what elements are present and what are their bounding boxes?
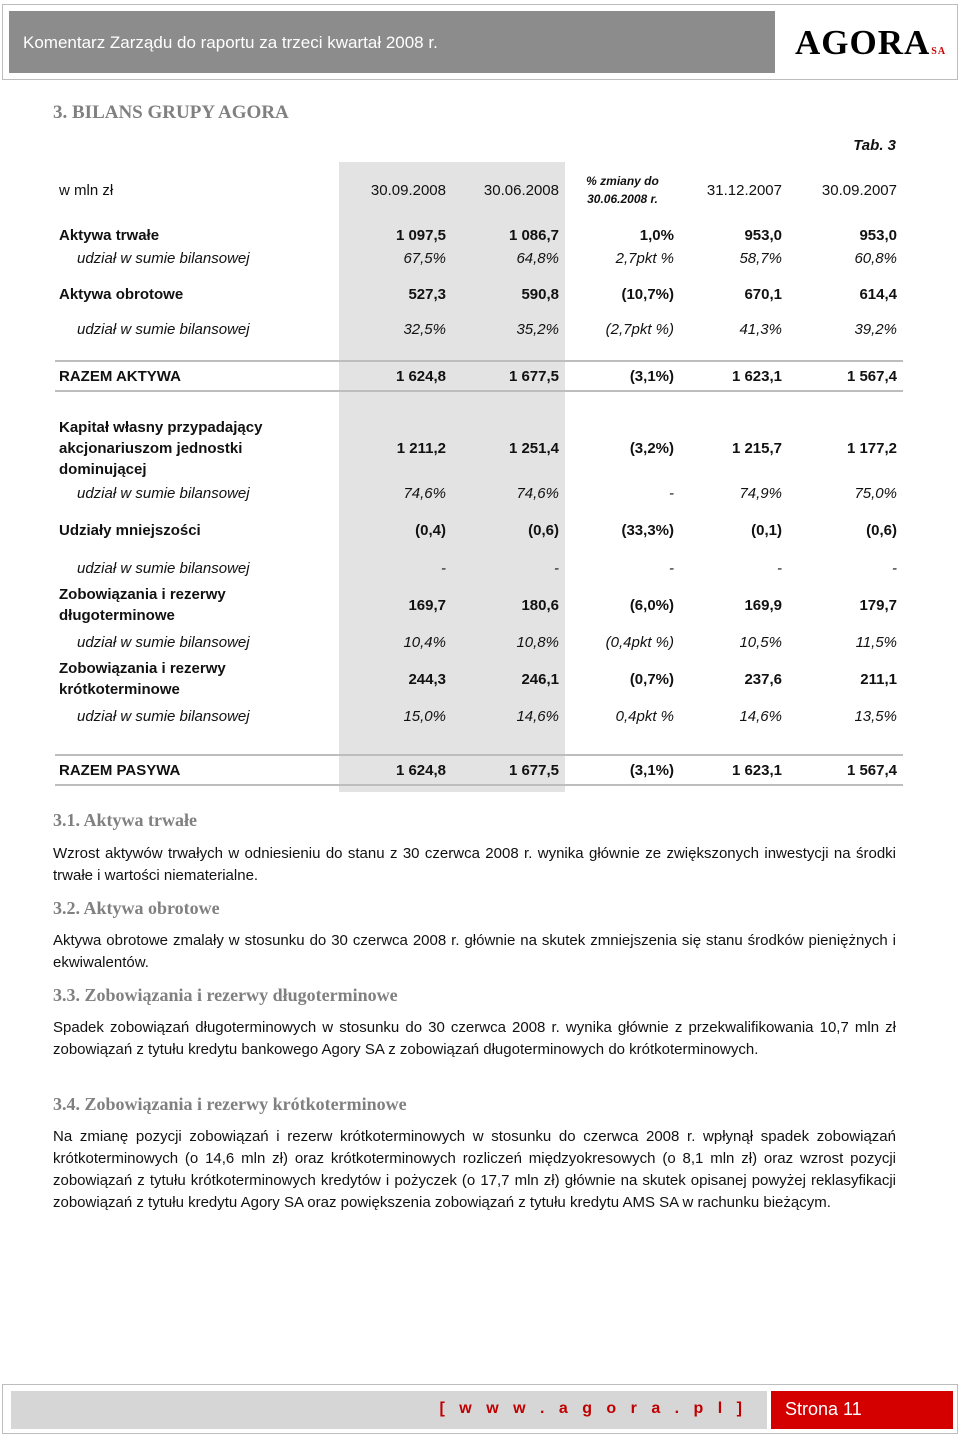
cell: 179,7 xyxy=(859,596,897,614)
col-header: 30.09.2007 xyxy=(821,181,897,199)
table-row xyxy=(55,657,903,701)
cell: 60,8% xyxy=(854,249,897,267)
cell: (0,6) xyxy=(528,521,559,539)
cell: 1 567,4 xyxy=(846,367,897,385)
table-row xyxy=(55,583,903,627)
table-row xyxy=(55,631,903,653)
cell: 1 624,8 xyxy=(395,367,446,385)
row-label: udział w sumie bilansowej xyxy=(77,559,250,577)
cell: 35,2% xyxy=(516,320,559,338)
cell: 1 677,5 xyxy=(508,761,559,779)
col-header: 30.09.2008 xyxy=(370,181,446,199)
cell: (3,1%) xyxy=(629,367,674,385)
table-header-row xyxy=(55,170,903,210)
page-number: Strona 11 xyxy=(771,1391,953,1429)
agora-logo xyxy=(795,23,946,67)
col-header: 30.06.2008 xyxy=(483,181,559,199)
row-label: Aktywa obrotowe xyxy=(59,285,184,303)
logo-text: AGORA xyxy=(795,23,931,62)
table-row-total-liabilities xyxy=(55,759,903,781)
subsection-text: Wzrost aktywów trwałych w odniesieniu do stanu z 30 czerwca 2008 r. wynika głównie ze zwiększonych inwestycji na środki trwałe i wartości niematerialne. xyxy=(53,845,896,884)
row-label: udział w sumie bilansowej xyxy=(77,633,250,651)
cell: 670,1 xyxy=(744,285,782,303)
cell: 953,0 xyxy=(859,226,897,244)
cell: 13,5% xyxy=(854,707,897,725)
row-label: Zobowiązania i rezerwy długoterminowe xyxy=(59,586,226,624)
cell: 74,9% xyxy=(739,484,782,502)
cell: 1 215,7 xyxy=(731,439,782,457)
cell: (0,4pkt %) xyxy=(605,633,674,651)
cell: - xyxy=(892,559,897,577)
cell: 1 677,5 xyxy=(508,367,559,385)
cell: 246,1 xyxy=(521,670,559,688)
cell: - xyxy=(554,559,559,577)
subsection-text: Na zmianę pozycji zobowiązań i rezerw krótkoterminowych w stosunku do czerwca 2008 r. wpłynął spadek zobowiązań krótkoterminowych (o 14,6 mln zł) oraz krótkoterminowych rozliczeń międzyokresowych (o 8,1 mln zł) oraz wzrost pozycji zobowiązań z tytułu krótkoterminowych kredytów i pożyczek (o 17,7 mln zł) głównie na skutek opisanej powyżej reklasyfikacji zobowiązań z tytułu kredytu Agory SA oraz powiększenia zobowiązań z tytułu kredytu AMS SA w rachunku bieżącym. xyxy=(53,1128,896,1211)
cell: 14,6% xyxy=(516,707,559,725)
balance-table xyxy=(55,162,903,792)
header-title: Komentarz Zarządu do raportu za trzeci kwartał 2008 r. xyxy=(9,11,775,73)
subsection-text: Spadek zobowiązań długoterminowych w stosunku do 30 czerwca 2008 r. wynika głównie z przekwalifikowania 10,7 mln zł zobowiązań z tytułu kredytu bankowego Agory SA z zobowiązań długoterminowych do krótkoterminowych. xyxy=(53,1019,896,1058)
subsection-title: 3.1. Aktywa trwałe xyxy=(53,810,197,830)
cell: 1 086,7 xyxy=(508,226,559,244)
cell: 1 624,8 xyxy=(395,761,446,779)
cell: (10,7%) xyxy=(621,285,674,303)
table-row-total-assets xyxy=(55,365,903,387)
cell: 590,8 xyxy=(521,285,559,303)
cell: 41,3% xyxy=(739,320,782,338)
cell: 1 177,2 xyxy=(846,439,897,457)
row-label: udział w sumie bilansowej xyxy=(77,707,250,725)
table-rule xyxy=(55,754,903,756)
table-row xyxy=(55,482,903,504)
cell: 58,7% xyxy=(739,249,782,267)
cell: - xyxy=(669,484,674,502)
section-title: 3. BILANS GRUPY AGORA xyxy=(53,102,289,123)
cell: 169,9 xyxy=(744,596,782,614)
cell: 614,4 xyxy=(859,285,897,303)
table-row xyxy=(55,557,903,579)
cell: - xyxy=(777,559,782,577)
row-label: RAZEM PASYWA xyxy=(59,761,181,779)
cell: 14,6% xyxy=(739,707,782,725)
cell: (3,2%) xyxy=(629,439,674,457)
subsection-title: 3.2. Aktywa obrotowe xyxy=(53,898,220,918)
cell: 10,4% xyxy=(403,633,446,651)
cell: 74,6% xyxy=(403,484,446,502)
cell: 1 251,4 xyxy=(508,439,559,457)
logo-suffix: SA xyxy=(931,46,947,57)
table-row xyxy=(55,283,903,305)
cell: 2,7pkt % xyxy=(615,249,674,267)
page-footer xyxy=(2,1384,958,1434)
cell: 237,6 xyxy=(744,670,782,688)
cell: - xyxy=(441,559,446,577)
table-rule xyxy=(55,784,903,786)
table-row xyxy=(55,705,903,727)
cell: 10,5% xyxy=(739,633,782,651)
row-label: Aktywa trwałe xyxy=(59,226,160,244)
table-label: Tab. 3 xyxy=(853,137,896,154)
cell: 211,1 xyxy=(860,670,897,688)
cell: 15,0% xyxy=(403,707,446,725)
row-label: RAZEM AKTYWA xyxy=(59,367,181,385)
table-row xyxy=(55,519,903,541)
row-label: udział w sumie bilansowej xyxy=(77,249,250,267)
table-row xyxy=(55,247,903,269)
table-rule xyxy=(55,390,903,392)
cell: 11,5% xyxy=(855,633,897,651)
col-header: 31.12.2007 xyxy=(706,181,782,199)
row-label: udział w sumie bilansowej xyxy=(77,320,250,338)
footer-url: [ w w w . a g o r a . p l ] xyxy=(11,1391,767,1429)
table-rule xyxy=(55,360,903,362)
unit-label: w mln zł xyxy=(59,181,114,199)
cell: (3,1%) xyxy=(629,761,674,779)
cell: 169,7 xyxy=(408,596,446,614)
cell: 39,2% xyxy=(854,320,897,338)
cell: (0,4) xyxy=(415,521,446,539)
cell: (0,6) xyxy=(866,521,897,539)
table-row xyxy=(55,318,903,340)
row-label: udział w sumie bilansowej xyxy=(77,484,250,502)
cell: 64,8% xyxy=(516,249,559,267)
cell: 1 567,4 xyxy=(846,761,897,779)
subsection-title: 3.4. Zobowiązania i rezerwy krótkoterminowe xyxy=(53,1094,407,1114)
cell: 1 211,2 xyxy=(396,439,446,457)
cell: 1 623,1 xyxy=(731,761,782,779)
cell: 1,0% xyxy=(639,226,674,244)
cell: (0,1) xyxy=(751,521,782,539)
subsection-title: 3.3. Zobowiązania i rezerwy długoterminowe xyxy=(53,985,398,1005)
table-row xyxy=(55,224,903,246)
cell: 75,0% xyxy=(854,484,897,502)
page-header xyxy=(2,4,958,80)
cell: - xyxy=(669,559,674,577)
cell: (33,3%) xyxy=(621,521,674,539)
table-row xyxy=(55,416,903,480)
subsection-text: Aktywa obrotowe zmalały w stosunku do 30 czerwca 2008 r. głównie na skutek zmniejszenia się stanu środków pieniężnych i ekwiwalentów. xyxy=(53,932,896,971)
cell: 1 623,1 xyxy=(731,367,782,385)
row-label: Kapitał własny przypadający akcjonariuszom jednostki dominującej xyxy=(59,418,263,478)
cell: 10,8% xyxy=(516,633,559,651)
cell: 32,5% xyxy=(403,320,446,338)
cell: 953,0 xyxy=(744,226,782,244)
cell: (0,7%) xyxy=(629,670,674,688)
cell: (6,0%) xyxy=(629,596,674,614)
row-label: Zobowiązania i rezerwy krótkoterminowe xyxy=(59,660,226,698)
cell: (2,7pkt %) xyxy=(605,320,674,338)
cell: 244,3 xyxy=(408,670,446,688)
cell: 527,3 xyxy=(408,285,446,303)
col-header: % zmiany do 30.06.2008 r. xyxy=(586,174,659,206)
cell: 67,5% xyxy=(403,249,446,267)
cell: 1 097,5 xyxy=(395,226,446,244)
cell: 180,6 xyxy=(521,596,559,614)
row-label: Udziały mniejszości xyxy=(59,521,201,539)
cell: 74,6% xyxy=(516,484,559,502)
cell: 0,4pkt % xyxy=(615,707,674,725)
